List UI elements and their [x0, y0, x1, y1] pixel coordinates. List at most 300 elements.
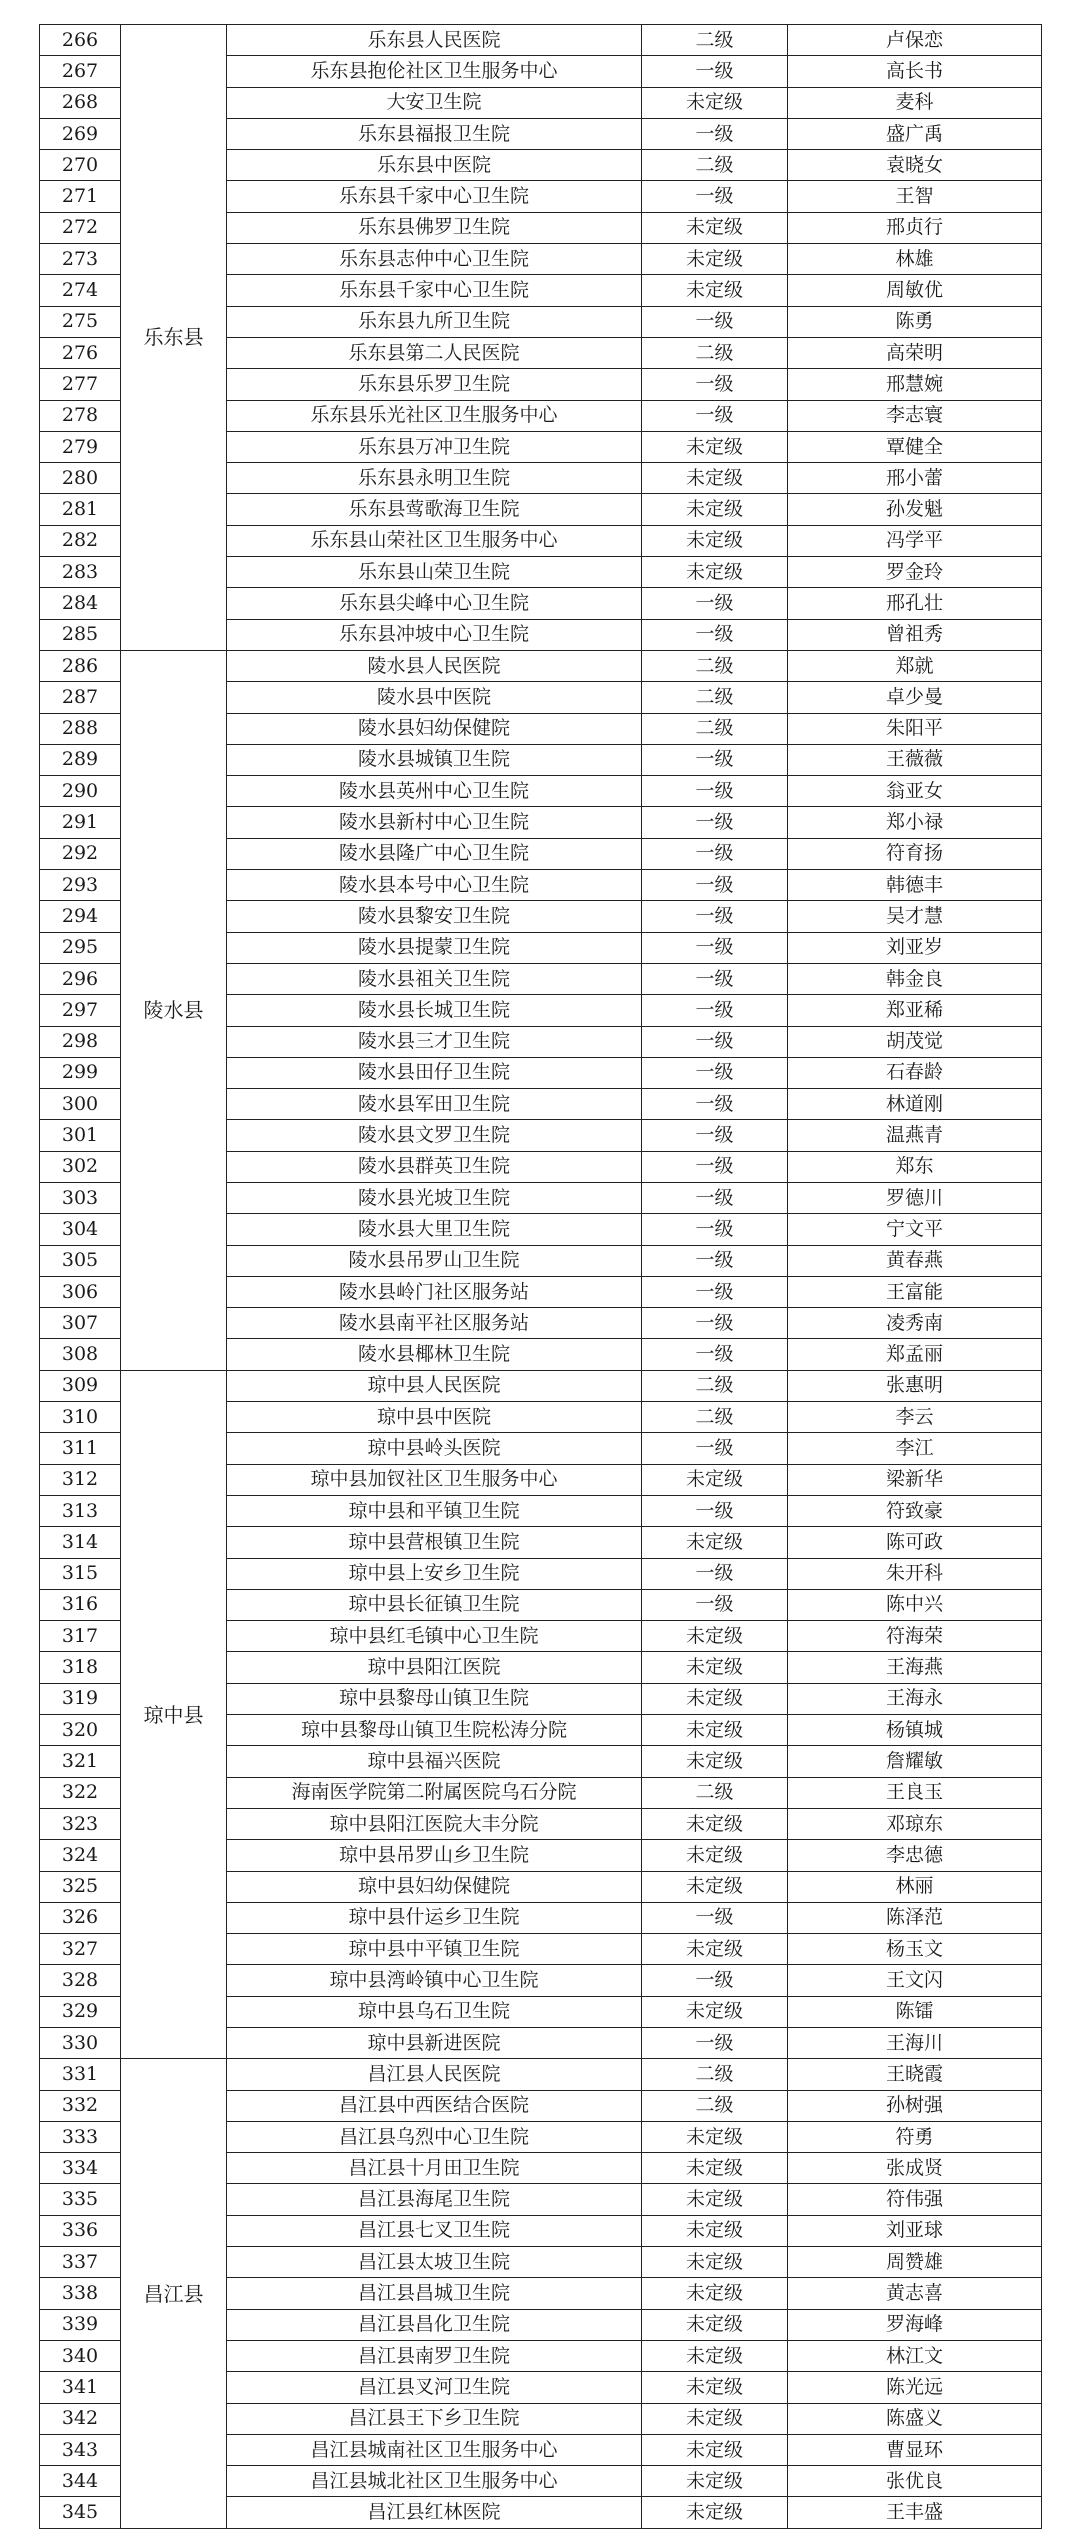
- row-number: 345: [40, 2497, 121, 2528]
- hospital-list-table: [39, 24, 1042, 2529]
- table-row: [40, 25, 1042, 56]
- hospital-name: 昌江县城北社区卫生服务中心: [227, 2466, 642, 2497]
- row-number: 339: [40, 2309, 121, 2340]
- row-number: 332: [40, 2090, 121, 2121]
- hospital-name: 乐东县佛罗卫生院: [227, 212, 642, 243]
- table-row: [40, 2059, 1042, 2090]
- hospital-name: 昌江县乌烈中心卫生院: [227, 2121, 642, 2152]
- contact-person: 刘亚岁: [788, 932, 1042, 963]
- contact-person: 李江: [788, 1433, 1042, 1464]
- contact-person: 郑孟丽: [788, 1339, 1042, 1370]
- contact-person: 陈盛义: [788, 2403, 1042, 2434]
- hospital-name: 陵水县中医院: [227, 682, 642, 713]
- hospital-name: 昌江县叉河卫生院: [227, 2372, 642, 2403]
- row-number: 272: [40, 212, 121, 243]
- row-number: 342: [40, 2403, 121, 2434]
- contact-person: 王文闪: [788, 1965, 1042, 1996]
- row-number: 298: [40, 1026, 121, 1057]
- contact-person: 麦科: [788, 87, 1042, 118]
- contact-person: 梁新华: [788, 1464, 1042, 1495]
- hospital-name: 陵水县文罗卫生院: [227, 1120, 642, 1151]
- hospital-name: 琼中县福兴医院: [227, 1746, 642, 1777]
- contact-person: 詹耀敏: [788, 1746, 1042, 1777]
- hospital-grade: 未定级: [642, 1527, 788, 1558]
- hospital-name: 乐东县福报卫生院: [227, 118, 642, 149]
- contact-person: 高荣明: [788, 337, 1042, 368]
- row-number: 321: [40, 1746, 121, 1777]
- contact-person: 吴才慧: [788, 901, 1042, 932]
- hospital-grade: 二级: [642, 337, 788, 368]
- row-number: 305: [40, 1245, 121, 1276]
- row-number: 279: [40, 431, 121, 462]
- hospital-name: 昌江县南罗卫生院: [227, 2340, 642, 2371]
- contact-person: 朱阳平: [788, 713, 1042, 744]
- hospital-name: 陵水县城镇卫生院: [227, 744, 642, 775]
- hospital-name: 陵水县隆广中心卫生院: [227, 838, 642, 869]
- hospital-grade: 一级: [642, 1057, 788, 1088]
- contact-person: 陈光远: [788, 2372, 1042, 2403]
- hospital-grade: 一级: [642, 181, 788, 212]
- hospital-grade: 一级: [642, 118, 788, 149]
- hospital-name: 陵水县光坡卫生院: [227, 1182, 642, 1213]
- row-number: 290: [40, 776, 121, 807]
- row-number: 310: [40, 1402, 121, 1433]
- hospital-grade: 二级: [642, 25, 788, 56]
- contact-person: 陈镭: [788, 1996, 1042, 2027]
- contact-person: 王丰盛: [788, 2497, 1042, 2528]
- hospital-name: 昌江县昌城卫生院: [227, 2278, 642, 2309]
- hospital-name: 昌江县王下乡卫生院: [227, 2403, 642, 2434]
- contact-person: 王薇薇: [788, 744, 1042, 775]
- row-number: 340: [40, 2340, 121, 2371]
- contact-person: 邢孔壮: [788, 588, 1042, 619]
- contact-person: 符致豪: [788, 1495, 1042, 1526]
- hospital-grade: 一级: [642, 995, 788, 1026]
- hospital-grade: 一级: [642, 1026, 788, 1057]
- row-number: 276: [40, 337, 121, 368]
- row-number: 293: [40, 870, 121, 901]
- table-row: [40, 650, 1042, 681]
- row-number: 275: [40, 306, 121, 337]
- hospital-grade: 一级: [642, 932, 788, 963]
- hospital-grade: 一级: [642, 1589, 788, 1620]
- row-number: 294: [40, 901, 121, 932]
- contact-person: 郑亚稀: [788, 995, 1042, 1026]
- hospital-name: 乐东县抱伦社区卫生服务中心: [227, 56, 642, 87]
- hospital-name: 陵水县岭门社区服务站: [227, 1276, 642, 1307]
- hospital-name: 乐东县冲坡中心卫生院: [227, 619, 642, 650]
- hospital-grade: 未定级: [642, 1840, 788, 1871]
- hospital-name: 陵水县提蒙卫生院: [227, 932, 642, 963]
- row-number: 341: [40, 2372, 121, 2403]
- row-number: 308: [40, 1339, 121, 1370]
- hospital-name: 昌江县人民医院: [227, 2059, 642, 2090]
- hospital-name: 昌江县红林医院: [227, 2497, 642, 2528]
- row-number: 327: [40, 1934, 121, 1965]
- hospital-grade: 二级: [642, 2090, 788, 2121]
- hospital-grade: 未定级: [642, 1746, 788, 1777]
- hospital-grade: 一级: [642, 1245, 788, 1276]
- contact-person: 卢保恋: [788, 25, 1042, 56]
- hospital-name: 琼中县湾岭镇中心卫生院: [227, 1965, 642, 1996]
- hospital-grade: 一级: [642, 807, 788, 838]
- contact-person: 王晓霞: [788, 2059, 1042, 2090]
- hospital-name: 陵水县妇幼保健院: [227, 713, 642, 744]
- hospital-name: 陵水县南平社区服务站: [227, 1308, 642, 1339]
- contact-person: 陈可政: [788, 1527, 1042, 1558]
- contact-person: 黄春燕: [788, 1245, 1042, 1276]
- hospital-grade: 一级: [642, 901, 788, 932]
- contact-person: 李忠德: [788, 1840, 1042, 1871]
- contact-person: 韩德丰: [788, 870, 1042, 901]
- contact-person: 袁晓女: [788, 150, 1042, 181]
- hospital-name: 乐东县人民医院: [227, 25, 642, 56]
- hospital-name: 琼中县乌石卫生院: [227, 1996, 642, 2027]
- hospital-name: 乐东县山荣社区卫生服务中心: [227, 525, 642, 556]
- hospital-name: 陵水县人民医院: [227, 650, 642, 681]
- hospital-name: 琼中县加钗社区卫生服务中心: [227, 1464, 642, 1495]
- hospital-grade: 未定级: [642, 1808, 788, 1839]
- hospital-grade: 二级: [642, 650, 788, 681]
- contact-person: 罗海峰: [788, 2309, 1042, 2340]
- contact-person: 符伟强: [788, 2184, 1042, 2215]
- county-cell: 琼中县: [121, 1370, 227, 2059]
- hospital-grade: 未定级: [642, 1871, 788, 1902]
- row-number: 324: [40, 1840, 121, 1871]
- hospital-grade: 未定级: [642, 2466, 788, 2497]
- hospital-name: 乐东县千家中心卫生院: [227, 275, 642, 306]
- contact-person: 杨玉文: [788, 1934, 1042, 1965]
- contact-person: 郑就: [788, 650, 1042, 681]
- contact-person: 张优良: [788, 2466, 1042, 2497]
- row-number: 286: [40, 650, 121, 681]
- contact-person: 张成贤: [788, 2153, 1042, 2184]
- contact-person: 曾祖秀: [788, 619, 1042, 650]
- hospital-grade: 未定级: [642, 2278, 788, 2309]
- contact-person: 石春龄: [788, 1057, 1042, 1088]
- hospital-grade: 未定级: [642, 463, 788, 494]
- row-number: 316: [40, 1589, 121, 1620]
- row-number: 296: [40, 963, 121, 994]
- row-number: 318: [40, 1652, 121, 1683]
- hospital-name: 琼中县和平镇卫生院: [227, 1495, 642, 1526]
- row-number: 299: [40, 1057, 121, 1088]
- contact-person: 韩金良: [788, 963, 1042, 994]
- hospital-name: 琼中县黎母山镇卫生院松涛分院: [227, 1715, 642, 1746]
- row-number: 266: [40, 25, 121, 56]
- contact-person: 卓少曼: [788, 682, 1042, 713]
- hospital-grade: 未定级: [642, 2153, 788, 2184]
- hospital-name: 陵水县军田卫生院: [227, 1089, 642, 1120]
- hospital-name: 陵水县本号中心卫生院: [227, 870, 642, 901]
- contact-person: 罗金玲: [788, 557, 1042, 588]
- contact-person: 冯学平: [788, 525, 1042, 556]
- hospital-grade: 一级: [642, 1214, 788, 1245]
- hospital-name: 乐东县第二人民医院: [227, 337, 642, 368]
- contact-person: 周赞雄: [788, 2247, 1042, 2278]
- contact-person: 黄志喜: [788, 2278, 1042, 2309]
- hospital-name: 昌江县太坡卫生院: [227, 2247, 642, 2278]
- table-body: [40, 25, 1042, 2529]
- hospital-grade: 未定级: [642, 2121, 788, 2152]
- county-cell: 乐东县: [121, 25, 227, 651]
- hospital-grade: 未定级: [642, 525, 788, 556]
- row-number: 312: [40, 1464, 121, 1495]
- hospital-grade: 一级: [642, 619, 788, 650]
- hospital-name: 琼中县阳江医院大丰分院: [227, 1808, 642, 1839]
- hospital-grade: 未定级: [642, 1464, 788, 1495]
- hospital-grade: 一级: [642, 588, 788, 619]
- hospital-grade: 未定级: [642, 1934, 788, 1965]
- contact-person: 林道刚: [788, 1089, 1042, 1120]
- hospital-name: 乐东县九所卫生院: [227, 306, 642, 337]
- row-number: 267: [40, 56, 121, 87]
- row-number: 271: [40, 181, 121, 212]
- contact-person: 覃健全: [788, 431, 1042, 462]
- contact-person: 凌秀南: [788, 1308, 1042, 1339]
- hospital-name: 琼中县岭头医院: [227, 1433, 642, 1464]
- row-number: 302: [40, 1151, 121, 1182]
- hospital-grade: 未定级: [642, 2403, 788, 2434]
- hospital-grade: 一级: [642, 838, 788, 869]
- row-number: 314: [40, 1527, 121, 1558]
- row-number: 288: [40, 713, 121, 744]
- row-number: 337: [40, 2247, 121, 2278]
- hospital-name: 琼中县长征镇卫生院: [227, 1589, 642, 1620]
- row-number: 307: [40, 1308, 121, 1339]
- contact-person: 翁亚女: [788, 776, 1042, 807]
- hospital-grade: 未定级: [642, 244, 788, 275]
- row-number: 330: [40, 2028, 121, 2059]
- contact-person: 朱开科: [788, 1558, 1042, 1589]
- hospital-grade: 未定级: [642, 2372, 788, 2403]
- contact-person: 陈勇: [788, 306, 1042, 337]
- hospital-grade: 二级: [642, 1370, 788, 1401]
- row-number: 277: [40, 369, 121, 400]
- hospital-name: 海南医学院第二附属医院乌石分院: [227, 1777, 642, 1808]
- hospital-grade: 一级: [642, 1120, 788, 1151]
- row-number: 329: [40, 1996, 121, 2027]
- contact-person: 林丽: [788, 1871, 1042, 1902]
- hospital-grade: 未定级: [642, 1652, 788, 1683]
- hospital-grade: 一级: [642, 1339, 788, 1370]
- hospital-grade: 二级: [642, 1777, 788, 1808]
- contact-person: 王富能: [788, 1276, 1042, 1307]
- hospital-grade: 二级: [642, 713, 788, 744]
- hospital-grade: 未定级: [642, 1715, 788, 1746]
- row-number: 336: [40, 2215, 121, 2246]
- contact-person: 曹显环: [788, 2434, 1042, 2465]
- row-number: 325: [40, 1871, 121, 1902]
- hospital-grade: 一级: [642, 1965, 788, 1996]
- table-row: [40, 1370, 1042, 1401]
- hospital-name: 琼中县什运乡卫生院: [227, 1902, 642, 1933]
- row-number: 326: [40, 1902, 121, 1933]
- row-number: 268: [40, 87, 121, 118]
- hospital-grade: 未定级: [642, 1996, 788, 2027]
- hospital-name: 昌江县七叉卫生院: [227, 2215, 642, 2246]
- hospital-name: 琼中县新进医院: [227, 2028, 642, 2059]
- hospital-grade: 一级: [642, 1495, 788, 1526]
- row-number: 334: [40, 2153, 121, 2184]
- contact-person: 陈泽范: [788, 1902, 1042, 1933]
- contact-person: 杨镇城: [788, 1715, 1042, 1746]
- hospital-grade: 一级: [642, 744, 788, 775]
- hospital-name: 昌江县昌化卫生院: [227, 2309, 642, 2340]
- hospital-grade: 未定级: [642, 557, 788, 588]
- hospital-grade: 未定级: [642, 87, 788, 118]
- contact-person: 王海川: [788, 2028, 1042, 2059]
- hospital-name: 乐东县莺歌海卫生院: [227, 494, 642, 525]
- row-number: 309: [40, 1370, 121, 1401]
- contact-person: 孙树强: [788, 2090, 1042, 2121]
- hospital-name: 琼中县中医院: [227, 1402, 642, 1433]
- row-number: 278: [40, 400, 121, 431]
- contact-person: 符勇: [788, 2121, 1042, 2152]
- hospital-name: 琼中县上安乡卫生院: [227, 1558, 642, 1589]
- hospital-grade: 一级: [642, 1558, 788, 1589]
- hospital-grade: 二级: [642, 150, 788, 181]
- contact-person: 王海燕: [788, 1652, 1042, 1683]
- row-number: 269: [40, 118, 121, 149]
- contact-person: 邢小蕾: [788, 463, 1042, 494]
- hospital-grade: 未定级: [642, 275, 788, 306]
- hospital-name: 乐东县万冲卫生院: [227, 431, 642, 462]
- hospital-grade: 未定级: [642, 431, 788, 462]
- hospital-grade: 一级: [642, 776, 788, 807]
- row-number: 300: [40, 1089, 121, 1120]
- contact-person: 孙发魁: [788, 494, 1042, 525]
- hospital-grade: 未定级: [642, 2340, 788, 2371]
- row-number: 285: [40, 619, 121, 650]
- contact-person: 张惠明: [788, 1370, 1042, 1401]
- hospital-name: 陵水县英州中心卫生院: [227, 776, 642, 807]
- hospital-name: 陵水县祖关卫生院: [227, 963, 642, 994]
- row-number: 328: [40, 1965, 121, 1996]
- hospital-grade: 一级: [642, 306, 788, 337]
- row-number: 283: [40, 557, 121, 588]
- hospital-grade: 一级: [642, 1151, 788, 1182]
- row-number: 323: [40, 1808, 121, 1839]
- hospital-grade: 一级: [642, 1433, 788, 1464]
- row-number: 333: [40, 2121, 121, 2152]
- hospital-grade: 未定级: [642, 1621, 788, 1652]
- contact-person: 王良玉: [788, 1777, 1042, 1808]
- contact-person: 温燕青: [788, 1120, 1042, 1151]
- row-number: 343: [40, 2434, 121, 2465]
- hospital-grade: 一级: [642, 2028, 788, 2059]
- hospital-name: 陵水县吊罗山卫生院: [227, 1245, 642, 1276]
- contact-person: 王海永: [788, 1683, 1042, 1714]
- row-number: 291: [40, 807, 121, 838]
- hospital-grade: 未定级: [642, 2215, 788, 2246]
- contact-person: 刘亚球: [788, 2215, 1042, 2246]
- contact-person: 李云: [788, 1402, 1042, 1433]
- hospital-name: 乐东县千家中心卫生院: [227, 181, 642, 212]
- hospital-grade: 一级: [642, 1308, 788, 1339]
- contact-person: 陈中兴: [788, 1589, 1042, 1620]
- contact-person: 林江文: [788, 2340, 1042, 2371]
- hospital-name: 乐东县乐光社区卫生服务中心: [227, 400, 642, 431]
- row-number: 295: [40, 932, 121, 963]
- hospital-grade: 一级: [642, 963, 788, 994]
- row-number: 274: [40, 275, 121, 306]
- contact-person: 郑东: [788, 1151, 1042, 1182]
- row-number: 284: [40, 588, 121, 619]
- row-number: 282: [40, 525, 121, 556]
- hospital-name: 乐东县乐罗卫生院: [227, 369, 642, 400]
- contact-person: 邓琼东: [788, 1808, 1042, 1839]
- contact-person: 邢贞行: [788, 212, 1042, 243]
- hospital-grade: 未定级: [642, 494, 788, 525]
- county-cell: 昌江县: [121, 2059, 227, 2528]
- hospital-name: 陵水县长城卫生院: [227, 995, 642, 1026]
- hospital-name: 昌江县海尾卫生院: [227, 2184, 642, 2215]
- hospital-grade: 二级: [642, 682, 788, 713]
- row-number: 301: [40, 1120, 121, 1151]
- hospital-grade: 未定级: [642, 2497, 788, 2528]
- contact-person: 宁文平: [788, 1214, 1042, 1245]
- row-number: 292: [40, 838, 121, 869]
- contact-person: 符海荣: [788, 1621, 1042, 1652]
- row-number: 303: [40, 1182, 121, 1213]
- row-number: 344: [40, 2466, 121, 2497]
- row-number: 273: [40, 244, 121, 275]
- row-number: 287: [40, 682, 121, 713]
- contact-person: 盛广禹: [788, 118, 1042, 149]
- row-number: 311: [40, 1433, 121, 1464]
- row-number: 297: [40, 995, 121, 1026]
- hospital-grade: 一级: [642, 1276, 788, 1307]
- hospital-name: 乐东县尖峰中心卫生院: [227, 588, 642, 619]
- row-number: 317: [40, 1621, 121, 1652]
- hospital-grade: 未定级: [642, 212, 788, 243]
- contact-person: 李志寰: [788, 400, 1042, 431]
- hospital-name: 陵水县椰林卫生院: [227, 1339, 642, 1370]
- contact-person: 符育扬: [788, 838, 1042, 869]
- contact-person: 王智: [788, 181, 1042, 212]
- hospital-name: 陵水县田仔卫生院: [227, 1057, 642, 1088]
- row-number: 289: [40, 744, 121, 775]
- row-number: 315: [40, 1558, 121, 1589]
- hospital-grade: 一级: [642, 369, 788, 400]
- hospital-grade: 一级: [642, 1902, 788, 1933]
- hospital-grade: 一级: [642, 400, 788, 431]
- hospital-name: 乐东县中医院: [227, 150, 642, 181]
- hospital-name: 琼中县营根镇卫生院: [227, 1527, 642, 1558]
- row-number: 304: [40, 1214, 121, 1245]
- row-number: 281: [40, 494, 121, 525]
- hospital-grade: 一级: [642, 870, 788, 901]
- hospital-grade: 未定级: [642, 2247, 788, 2278]
- hospital-name: 琼中县吊罗山乡卫生院: [227, 1840, 642, 1871]
- contact-person: 邢慧婉: [788, 369, 1042, 400]
- hospital-grade: 二级: [642, 1402, 788, 1433]
- hospital-grade: 一级: [642, 1182, 788, 1213]
- contact-person: 周敏优: [788, 275, 1042, 306]
- hospital-grade: 二级: [642, 2059, 788, 2090]
- hospital-name: 琼中县人民医院: [227, 1370, 642, 1401]
- hospital-name: 昌江县中西医结合医院: [227, 2090, 642, 2121]
- row-number: 338: [40, 2278, 121, 2309]
- row-number: 335: [40, 2184, 121, 2215]
- hospital-name: 陵水县群英卫生院: [227, 1151, 642, 1182]
- row-number: 331: [40, 2059, 121, 2090]
- hospital-name: 乐东县山荣卫生院: [227, 557, 642, 588]
- hospital-grade: 一级: [642, 56, 788, 87]
- row-number: 270: [40, 150, 121, 181]
- row-number: 280: [40, 463, 121, 494]
